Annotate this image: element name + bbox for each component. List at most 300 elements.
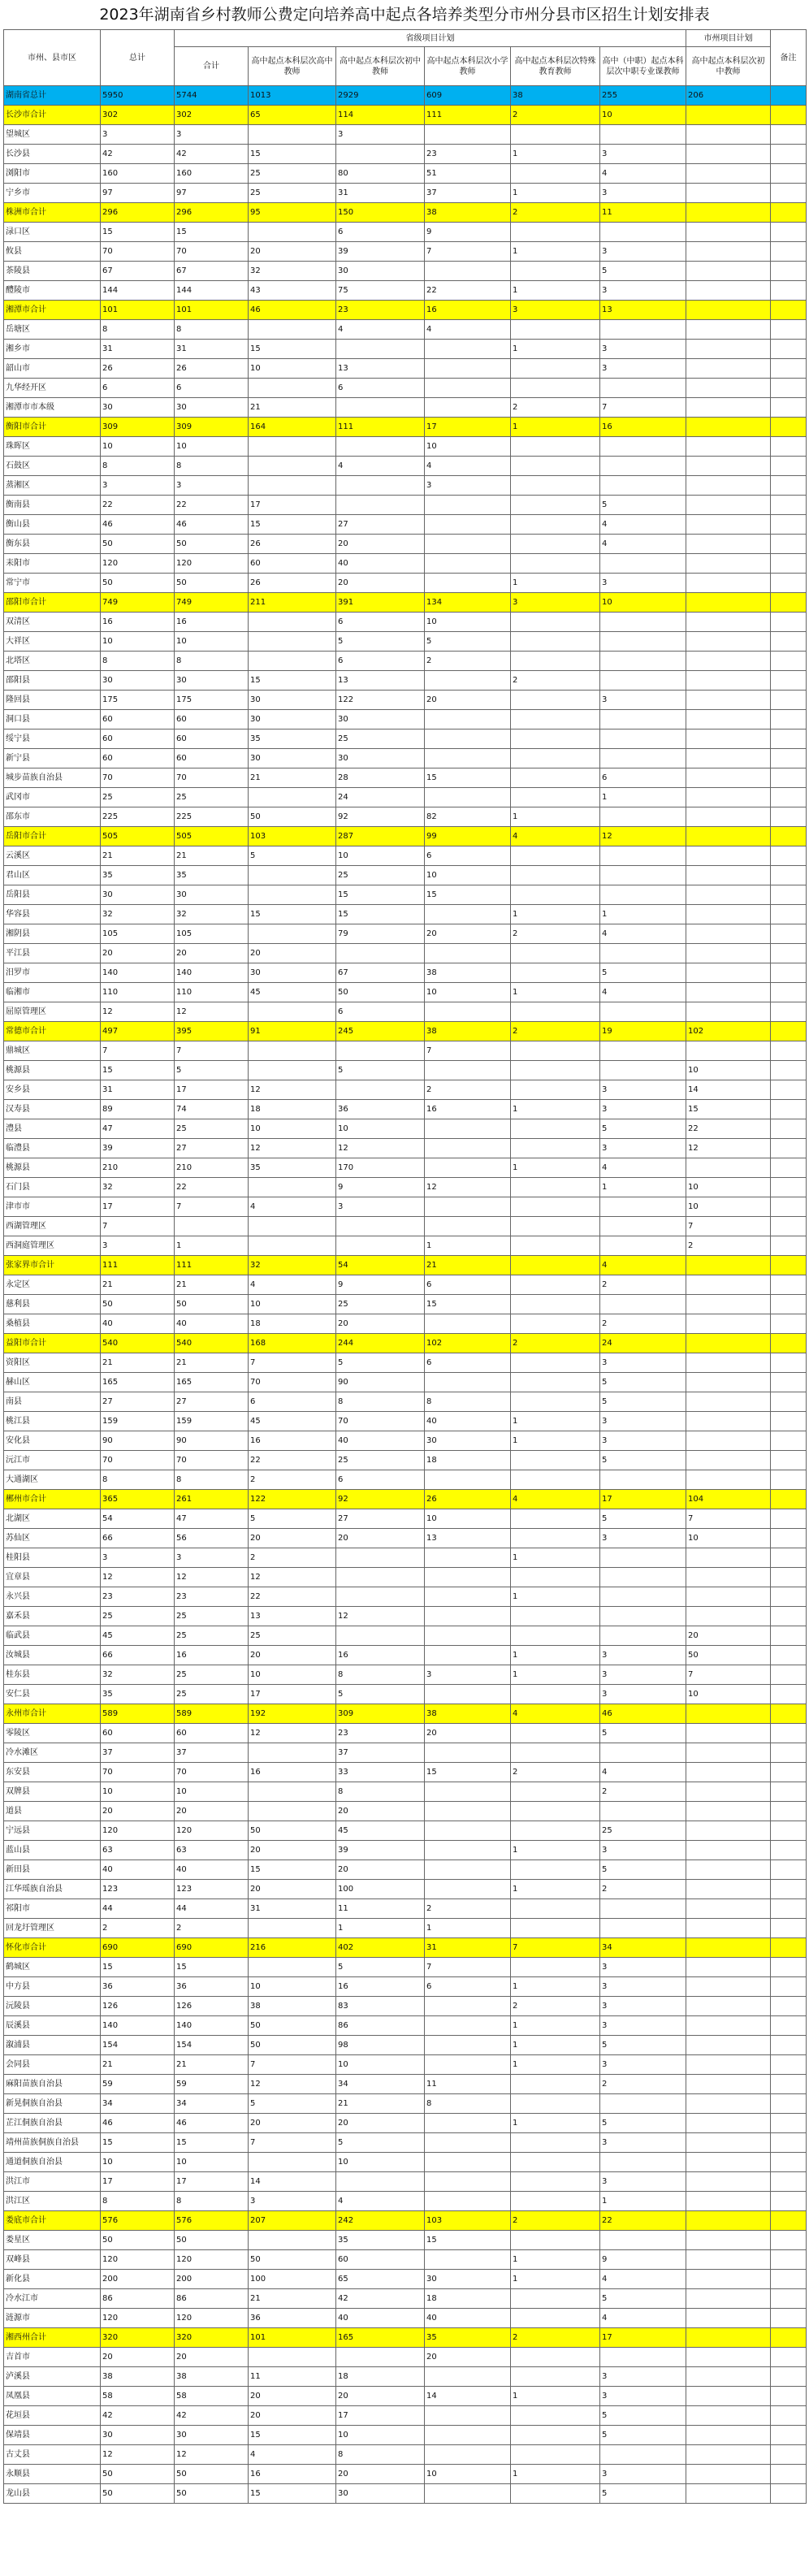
table-row	[4, 846, 807, 866]
primary-school-cell: 7	[425, 242, 511, 262]
primary-school-cell	[425, 2367, 511, 2387]
total-cell: 60	[101, 749, 175, 768]
primary-school-cell	[425, 1626, 511, 1646]
high-school-cell: 20	[249, 1841, 336, 1860]
primary-school-cell: 3	[425, 1665, 511, 1685]
vocational-cell: 4	[600, 1763, 686, 1782]
sum-cell: 63	[175, 1841, 249, 1860]
sum-cell: 17	[175, 2172, 249, 2192]
region-cell: 双清区	[4, 613, 101, 632]
vocational-cell	[600, 1061, 686, 1080]
special-education-cell	[511, 437, 600, 457]
primary-school-cell: 10	[425, 2465, 511, 2484]
sum-cell: 6	[175, 379, 249, 398]
total-cell: 50	[101, 2465, 175, 2484]
primary-school-cell: 15	[425, 1295, 511, 1314]
primary-school-cell: 20	[425, 924, 511, 944]
middle-school-cell: 170	[336, 1158, 425, 1178]
city-middle-school-cell	[686, 2016, 771, 2036]
remark-cell	[771, 1002, 807, 1022]
total-cell: 123	[101, 1880, 175, 1899]
primary-school-cell	[425, 1139, 511, 1158]
remark-cell	[771, 691, 807, 710]
table-row	[4, 924, 807, 944]
high-school-cell: 2	[249, 1470, 336, 1490]
table-row	[4, 1821, 807, 1841]
total-cell: 12	[101, 1568, 175, 1587]
region-cell: 北塔区	[4, 652, 101, 671]
region-cell: 道县	[4, 1802, 101, 1821]
total-cell: 120	[101, 2309, 175, 2328]
high-school-cell: 18	[249, 1314, 336, 1334]
middle-school-cell: 6	[336, 652, 425, 671]
sum-cell: 126	[175, 1997, 249, 2016]
special-education-cell	[511, 164, 600, 184]
remark-cell	[771, 1353, 807, 1373]
total-cell: 17	[101, 1197, 175, 1217]
special-education-cell: 1	[511, 184, 600, 203]
remark-cell	[771, 2250, 807, 2270]
vocational-cell: 5	[600, 2426, 686, 2445]
high-school-cell: 10	[249, 1295, 336, 1314]
region-cell: 宁远县	[4, 1821, 101, 1841]
special-education-cell: 2	[511, 1763, 600, 1782]
sum-cell: 10	[175, 632, 249, 652]
middle-school-cell: 6	[336, 1002, 425, 1022]
vocational-cell: 2	[600, 2075, 686, 2094]
region-cell: 新宁县	[4, 749, 101, 768]
total-cell: 309	[101, 418, 175, 437]
city-middle-school-cell	[686, 2231, 771, 2250]
sum-cell: 7	[175, 1197, 249, 1217]
sum-cell: 210	[175, 1158, 249, 1178]
header-sub-high-school: 高中起点本科层次高中教师	[249, 47, 336, 86]
city-middle-school-cell	[686, 457, 771, 476]
city-middle-school-cell	[686, 2328, 771, 2348]
vocational-cell: 5	[600, 1509, 686, 1529]
table-row	[4, 515, 807, 535]
city-middle-school-cell: 15	[686, 1100, 771, 1119]
vocational-cell: 4	[600, 1256, 686, 1275]
region-cell: 大祥区	[4, 632, 101, 652]
table-row	[4, 2465, 807, 2484]
city-total-row	[4, 301, 807, 320]
remark-cell	[771, 1841, 807, 1860]
vocational-cell	[600, 1470, 686, 1490]
sum-cell: 31	[175, 340, 249, 359]
city-middle-school-cell	[686, 2114, 771, 2133]
high-school-cell	[249, 2153, 336, 2172]
total-cell: 154	[101, 2036, 175, 2055]
sum-cell: 40	[175, 1314, 249, 1334]
special-education-cell: 38	[511, 86, 600, 106]
total-cell: 25	[101, 1607, 175, 1626]
table-row	[4, 632, 807, 652]
table-row	[4, 1919, 807, 1938]
high-school-cell: 14	[249, 2172, 336, 2192]
region-cell: 双牌县	[4, 1782, 101, 1802]
primary-school-cell	[425, 1646, 511, 1665]
table-row	[4, 1763, 807, 1782]
table-row	[4, 710, 807, 730]
sum-cell: 58	[175, 2387, 249, 2406]
table-row	[4, 2270, 807, 2289]
special-education-cell: 1	[511, 905, 600, 924]
total-cell: 10	[101, 632, 175, 652]
table-row	[4, 1080, 807, 1100]
city-middle-school-cell	[686, 1841, 771, 1860]
remark-cell	[771, 1958, 807, 1977]
middle-school-cell: 16	[336, 1646, 425, 1665]
sum-cell: 60	[175, 749, 249, 768]
table-row	[4, 2406, 807, 2426]
region-cell: 常宁市	[4, 574, 101, 593]
primary-school-cell: 23	[425, 145, 511, 164]
table-row	[4, 652, 807, 671]
sum-cell: 30	[175, 2426, 249, 2445]
remark-cell	[771, 2445, 807, 2465]
primary-school-cell: 20	[425, 1724, 511, 1743]
primary-school-cell	[425, 1587, 511, 1607]
special-education-cell	[511, 2367, 600, 2387]
region-cell: 嘉禾县	[4, 1607, 101, 1626]
middle-school-cell: 10	[336, 2055, 425, 2075]
city-middle-school-cell	[686, 1568, 771, 1587]
middle-school-cell: 6	[336, 613, 425, 632]
table-row	[4, 1548, 807, 1568]
vocational-cell: 4	[600, 164, 686, 184]
table-row	[4, 554, 807, 574]
special-education-cell	[511, 1821, 600, 1841]
primary-school-cell: 20	[425, 691, 511, 710]
table-row	[4, 2367, 807, 2387]
special-education-cell: 2	[511, 1334, 600, 1353]
vocational-cell: 3	[600, 2387, 686, 2406]
city-middle-school-cell	[686, 593, 771, 613]
remark-cell	[771, 1158, 807, 1178]
middle-school-cell: 20	[336, 535, 425, 554]
primary-school-cell: 14	[425, 2387, 511, 2406]
city-total-row	[4, 203, 807, 223]
vocational-cell: 3	[600, 242, 686, 262]
city-middle-school-cell	[686, 1334, 771, 1353]
remark-cell	[771, 1314, 807, 1334]
special-education-cell	[511, 515, 600, 535]
vocational-cell	[600, 1587, 686, 1607]
vocational-cell: 4	[600, 983, 686, 1002]
region-cell: 邵东市	[4, 807, 101, 827]
middle-school-cell: 31	[336, 184, 425, 203]
remark-cell	[771, 1061, 807, 1080]
city-middle-school-cell	[686, 496, 771, 515]
vocational-cell: 3	[600, 1139, 686, 1158]
special-education-cell: 1	[511, 1880, 600, 1899]
city-middle-school-cell	[686, 1158, 771, 1178]
special-education-cell	[511, 2075, 600, 2094]
region-cell: 花垣县	[4, 2406, 101, 2426]
high-school-cell: 25	[249, 184, 336, 203]
city-middle-school-cell	[686, 827, 771, 846]
middle-school-cell	[336, 944, 425, 963]
special-education-cell: 1	[511, 2387, 600, 2406]
total-cell: 32	[101, 1178, 175, 1197]
middle-school-cell: 80	[336, 164, 425, 184]
city-middle-school-cell	[686, 788, 771, 807]
remark-cell	[771, 1197, 807, 1217]
total-cell: 175	[101, 691, 175, 710]
vocational-cell: 3	[600, 1353, 686, 1373]
vocational-cell	[600, 885, 686, 905]
total-cell: 86	[101, 2289, 175, 2309]
sum-cell: 17	[175, 1080, 249, 1100]
region-cell: 汝城县	[4, 1646, 101, 1665]
middle-school-cell: 92	[336, 807, 425, 827]
remark-cell	[771, 242, 807, 262]
remark-cell	[771, 788, 807, 807]
vocational-cell	[600, 125, 686, 145]
high-school-cell: 1013	[249, 86, 336, 106]
middle-school-cell: 40	[336, 1431, 425, 1451]
region-cell: 石鼓区	[4, 457, 101, 476]
region-cell: 大通湖区	[4, 1470, 101, 1490]
middle-school-cell: 39	[336, 242, 425, 262]
sum-cell: 37	[175, 1743, 249, 1763]
high-school-cell: 15	[249, 2484, 336, 2504]
vocational-cell	[600, 476, 686, 496]
sum-cell: 34	[175, 2094, 249, 2114]
total-cell: 50	[101, 2231, 175, 2250]
total-cell: 30	[101, 885, 175, 905]
remark-cell	[771, 1548, 807, 1568]
sum-cell: 10	[175, 437, 249, 457]
vocational-cell	[600, 223, 686, 242]
special-education-cell	[511, 1314, 600, 1334]
remark-cell	[771, 671, 807, 691]
total-cell: 6	[101, 379, 175, 398]
sum-cell: 25	[175, 1665, 249, 1685]
high-school-cell	[249, 1041, 336, 1061]
middle-school-cell	[336, 2348, 425, 2367]
total-cell: 42	[101, 2406, 175, 2426]
middle-school-cell: 20	[336, 2114, 425, 2133]
remark-cell	[771, 1685, 807, 1704]
middle-school-cell: 23	[336, 301, 425, 320]
primary-school-cell	[425, 262, 511, 281]
remark-cell	[771, 320, 807, 340]
primary-school-cell	[425, 1860, 511, 1880]
total-cell: 165	[101, 1373, 175, 1392]
vocational-cell	[600, 1002, 686, 1022]
remark-cell	[771, 2231, 807, 2250]
city-middle-school-cell: 20	[686, 1626, 771, 1646]
sum-cell: 25	[175, 1626, 249, 1646]
city-middle-school-cell: 10	[686, 1529, 771, 1548]
remark-cell	[771, 1938, 807, 1958]
vocational-cell	[600, 1295, 686, 1314]
remark-cell	[771, 1139, 807, 1158]
high-school-cell: 36	[249, 2309, 336, 2328]
vocational-cell	[600, 1236, 686, 1256]
region-cell: 祁阳市	[4, 1899, 101, 1919]
primary-school-cell: 6	[425, 1275, 511, 1295]
total-cell: 30	[101, 2426, 175, 2445]
primary-school-cell: 99	[425, 827, 511, 846]
primary-school-cell: 18	[425, 1451, 511, 1470]
vocational-cell	[600, 710, 686, 730]
remark-cell	[771, 2387, 807, 2406]
special-education-cell: 1	[511, 1412, 600, 1431]
vocational-cell: 5	[600, 1724, 686, 1743]
middle-school-cell: 65	[336, 2270, 425, 2289]
special-education-cell	[511, 1275, 600, 1295]
vocational-cell: 10	[600, 106, 686, 125]
high-school-cell	[249, 223, 336, 242]
special-education-cell	[511, 2289, 600, 2309]
special-education-cell: 2	[511, 2328, 600, 2348]
vocational-cell: 3	[600, 1997, 686, 2016]
city-middle-school-cell	[686, 944, 771, 963]
region-cell: 安化县	[4, 1431, 101, 1451]
special-education-cell	[511, 554, 600, 574]
special-education-cell	[511, 1197, 600, 1217]
region-cell: 隆回县	[4, 691, 101, 710]
region-cell: 北湖区	[4, 1509, 101, 1529]
remark-cell	[771, 2172, 807, 2192]
primary-school-cell: 134	[425, 593, 511, 613]
high-school-cell: 15	[249, 2426, 336, 2445]
high-school-cell: 15	[249, 1860, 336, 1880]
high-school-cell: 50	[249, 2016, 336, 2036]
primary-school-cell: 9	[425, 223, 511, 242]
region-cell: 望城区	[4, 125, 101, 145]
region-cell: 岳阳县	[4, 885, 101, 905]
total-cell: 21	[101, 846, 175, 866]
primary-school-cell: 10	[425, 437, 511, 457]
region-cell: 汨罗市	[4, 963, 101, 983]
special-education-cell	[511, 1568, 600, 1587]
table-row	[4, 1626, 807, 1646]
city-middle-school-cell	[686, 1412, 771, 1431]
remark-cell	[771, 1626, 807, 1646]
high-school-cell: 18	[249, 1100, 336, 1119]
sum-cell: 21	[175, 846, 249, 866]
city-middle-school-cell: 7	[686, 1217, 771, 1236]
primary-school-cell	[425, 1802, 511, 1821]
remark-cell	[771, 2309, 807, 2328]
region-cell: 桂阳县	[4, 1548, 101, 1568]
sum-cell: 123	[175, 1880, 249, 1899]
remark-cell	[771, 1860, 807, 1880]
vocational-cell: 3	[600, 1431, 686, 1451]
city-middle-school-cell	[686, 2289, 771, 2309]
total-cell: 210	[101, 1158, 175, 1178]
city-middle-school-cell	[686, 885, 771, 905]
total-cell: 10	[101, 2153, 175, 2172]
table-row	[4, 1607, 807, 1626]
table-row	[4, 983, 807, 1002]
vocational-cell: 255	[600, 86, 686, 106]
city-total-row	[4, 418, 807, 437]
total-cell: 50	[101, 1295, 175, 1314]
sum-cell: 261	[175, 1490, 249, 1509]
city-middle-school-cell	[686, 730, 771, 749]
vocational-cell	[600, 2094, 686, 2114]
sum-cell: 12	[175, 1568, 249, 1587]
region-cell: 新化县	[4, 2270, 101, 2289]
vocational-cell	[600, 1899, 686, 1919]
primary-school-cell	[425, 1470, 511, 1490]
table-row	[4, 1353, 807, 1373]
vocational-cell: 5	[600, 1373, 686, 1392]
table-row	[4, 398, 807, 418]
table-row	[4, 1743, 807, 1763]
total-cell: 5950	[101, 86, 175, 106]
sum-cell: 21	[175, 2055, 249, 2075]
middle-school-cell: 5	[336, 1353, 425, 1373]
high-school-cell: 3	[249, 2192, 336, 2211]
region-cell: 株洲市合计	[4, 203, 101, 223]
high-school-cell: 15	[249, 515, 336, 535]
primary-school-cell	[425, 2426, 511, 2445]
remark-cell	[771, 1821, 807, 1841]
sum-cell: 46	[175, 515, 249, 535]
high-school-cell: 32	[249, 1256, 336, 1275]
sum-cell: 749	[175, 593, 249, 613]
special-education-cell: 1	[511, 2465, 600, 2484]
sum-cell: 56	[175, 1529, 249, 1548]
vocational-cell	[600, 1041, 686, 1061]
high-school-cell: 10	[249, 1977, 336, 1997]
high-school-cell	[249, 1782, 336, 1802]
high-school-cell	[249, 1217, 336, 1236]
high-school-cell: 2	[249, 1548, 336, 1568]
region-cell: 西湖管理区	[4, 1217, 101, 1236]
middle-school-cell: 90	[336, 1373, 425, 1392]
table-row	[4, 963, 807, 983]
total-cell: 749	[101, 593, 175, 613]
table-row	[4, 885, 807, 905]
total-cell: 54	[101, 1509, 175, 1529]
primary-school-cell	[425, 730, 511, 749]
primary-school-cell	[425, 1685, 511, 1704]
primary-school-cell: 51	[425, 164, 511, 184]
total-cell: 15	[101, 223, 175, 242]
total-cell: 38	[101, 2367, 175, 2387]
remark-cell	[771, 2426, 807, 2445]
special-education-cell: 1	[511, 1646, 600, 1665]
high-school-cell: 43	[249, 281, 336, 301]
middle-school-cell: 150	[336, 203, 425, 223]
region-cell: 洞口县	[4, 710, 101, 730]
sum-cell: 3	[175, 125, 249, 145]
total-cell: 126	[101, 1997, 175, 2016]
sum-cell: 690	[175, 1938, 249, 1958]
region-cell: 桃源县	[4, 1158, 101, 1178]
high-school-cell: 30	[249, 710, 336, 730]
table-row	[4, 359, 807, 379]
table-row	[4, 1977, 807, 1997]
remark-cell	[771, 924, 807, 944]
special-education-cell	[511, 1002, 600, 1022]
region-cell: 保靖县	[4, 2426, 101, 2445]
region-cell: 岳塘区	[4, 320, 101, 340]
city-middle-school-cell	[686, 2094, 771, 2114]
table-row	[4, 1158, 807, 1178]
primary-school-cell	[425, 1607, 511, 1626]
special-education-cell	[511, 788, 600, 807]
vocational-cell: 5	[600, 1392, 686, 1412]
high-school-cell: 16	[249, 1763, 336, 1782]
